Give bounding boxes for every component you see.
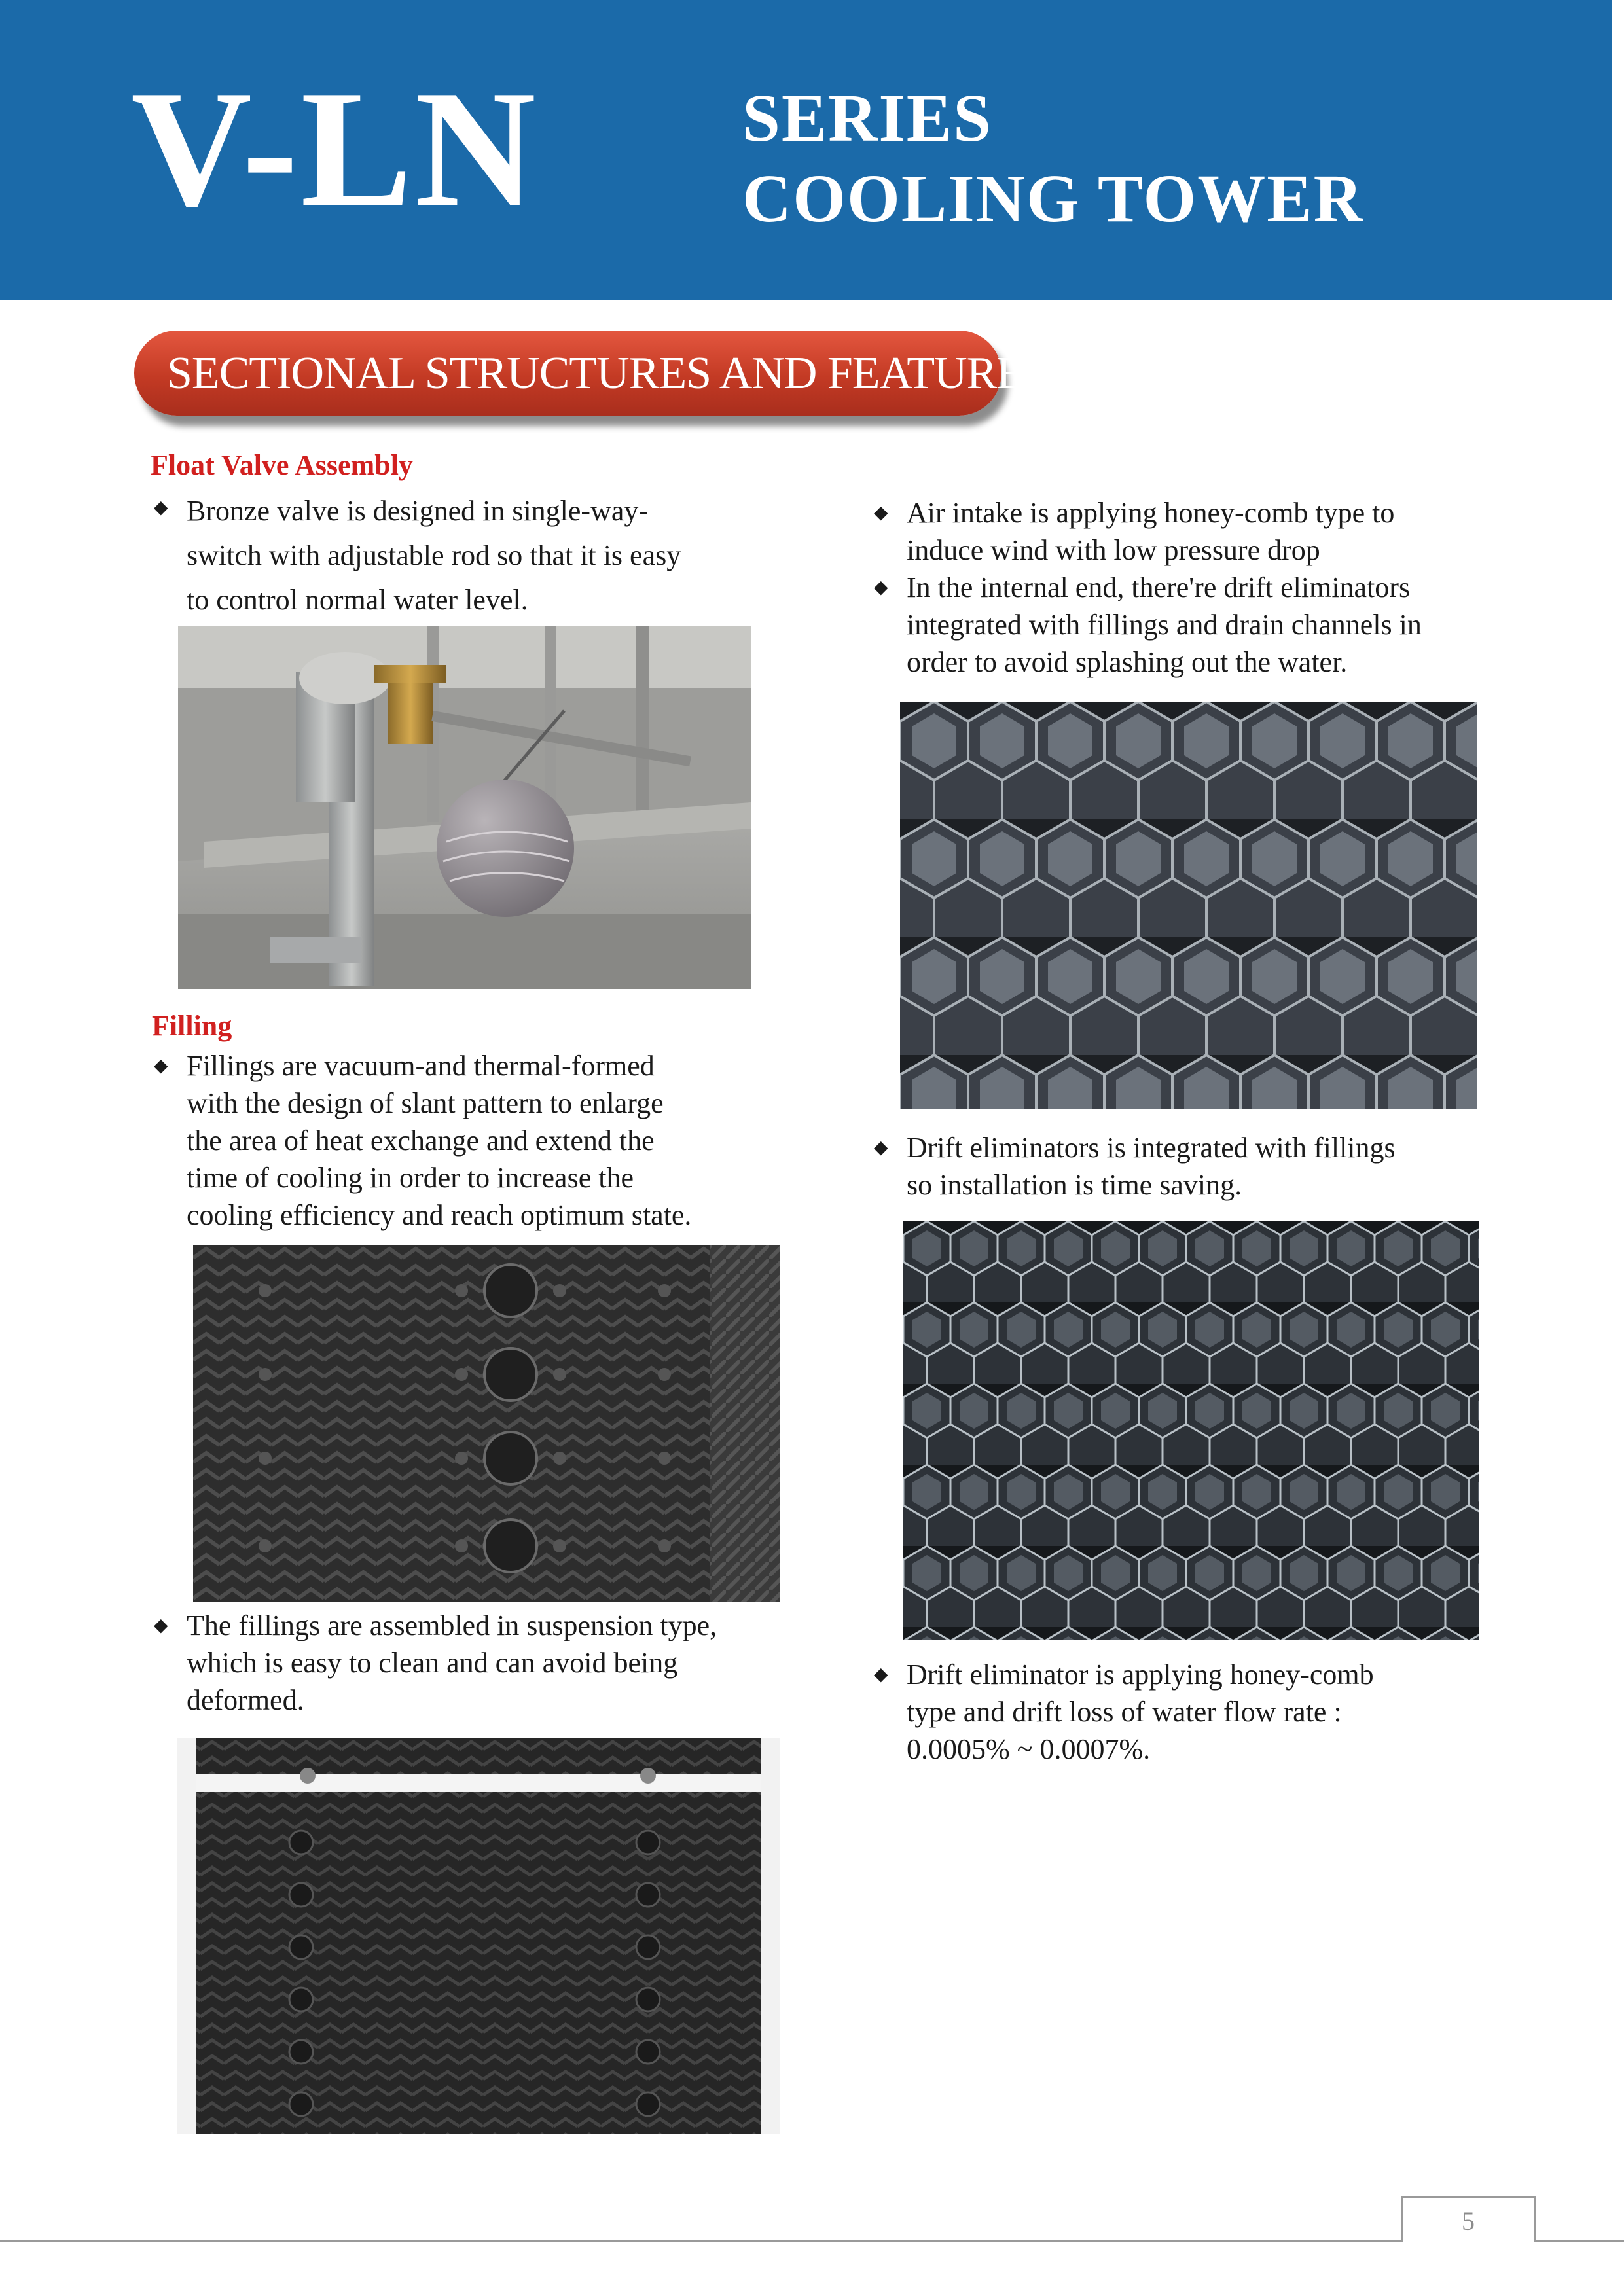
filling-bullet-2 [154, 1607, 808, 1719]
drift-loss-text: Drift eliminator is applying honey-comb type and drift loss of water flow rate : 0.0005% ~ 0.0007%. [907, 1659, 1374, 1765]
float-valve-title: Float Valve Assembly [151, 449, 413, 481]
fillings-photo [193, 1245, 780, 1602]
drift-eliminator-internal-bullet [874, 569, 1561, 681]
filling-bullet-2-text: The fillings are assembled in suspension type, which is easy to clean and can avoid being deformed. [187, 1609, 717, 1716]
bullet-diamond-icon: ◆ [874, 503, 888, 523]
drift-loss-bullet [874, 1656, 1561, 1768]
series-line-1: SERIES [742, 81, 992, 156]
bullet-diamond-icon: ◆ [154, 1615, 168, 1636]
series-line-2: COOLING TOWER [742, 160, 1364, 236]
bullet-diamond-icon: ◆ [154, 1056, 168, 1076]
suspended-fillings-photo [177, 1738, 780, 2134]
air-intake-text: Air intake is applying honey-comb type to induce wind with low pressure drop [907, 497, 1395, 566]
bullet-diamond-icon: ◆ [874, 1664, 888, 1685]
section-banner-label: SECTIONAL STRUCTURES AND FEATURES [167, 348, 1049, 399]
bullet-diamond-icon: ◆ [154, 497, 168, 518]
series-title [742, 79, 1364, 239]
float-valve-bullet [154, 489, 776, 622]
filling-bullet-1 [154, 1047, 808, 1234]
drift-eliminator-install-text: Drift eliminators is integrated with fillings so installation is time saving. [907, 1132, 1396, 1201]
air-intake-bullet [874, 494, 1561, 569]
bullet-diamond-icon: ◆ [874, 577, 888, 598]
footer-line [0, 2240, 1624, 2242]
float-valve-text: Bronze valve is designed in single-way- switch with adjustable rod so that it is easy to control normal water level. [187, 495, 681, 616]
honeycomb-photo-2 [903, 1221, 1479, 1640]
header-band [0, 0, 1612, 300]
section-banner [134, 331, 1049, 416]
filling-title: Filling [152, 1010, 232, 1042]
bullet-diamond-icon: ◆ [874, 1138, 888, 1158]
drift-eliminator-internal-text: In the internal end, there're drift eliminators integrated with fillings and drain channels in order to avoid splashing out the water. [907, 571, 1422, 678]
drift-eliminator-install-bullet [874, 1129, 1561, 1204]
honeycomb-photo-1 [900, 702, 1477, 1109]
filling-bullet-1-text: Fillings are vacuum-and thermal-formed with the design of slant pattern to enlarge the area of heat exchange and extend the time of cooling in order to increase the cooling efficiency and reach optimum state. [187, 1050, 692, 1231]
brand-title: V-LN [131, 56, 539, 242]
page-number: 5 [1462, 2206, 1475, 2236]
float-valve-photo [178, 626, 751, 989]
